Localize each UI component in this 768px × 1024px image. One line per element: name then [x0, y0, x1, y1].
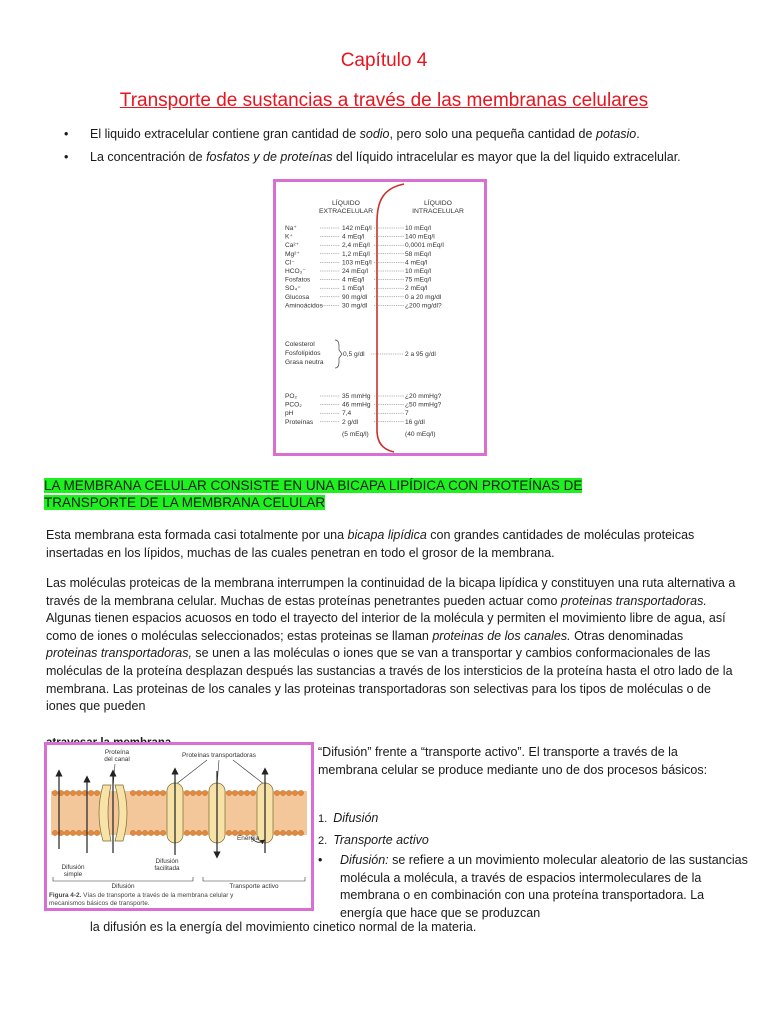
lipid-head — [160, 790, 165, 795]
membrane-curve — [377, 184, 404, 452]
lipid-int-value: 2 a 95 g/dl — [405, 351, 436, 358]
difusion-group-label: Difusión — [111, 883, 135, 890]
heading-line: TRANSPORTE DE LA MEMBRANA CELULAR — [44, 495, 326, 510]
ext-value: 2,4 mEq/l — [342, 242, 370, 250]
lipid-head — [136, 830, 141, 835]
lipid-head — [226, 830, 231, 835]
lipid-head — [250, 790, 255, 795]
heading-line: LA MEMBRANA CELULAR CONSISTE EN UNA BICAPA LIPÍDICA CON PROTEÍNAS DE — [44, 478, 583, 493]
ext-value: 24 mEq/l — [342, 268, 369, 275]
int-value: 58 mEq/l — [405, 250, 432, 258]
ion-label: HCO₃⁻ — [285, 268, 306, 275]
lipid-head — [280, 830, 285, 835]
ion-label: K⁺ — [285, 233, 293, 241]
ext-value: 4 mEq/l — [342, 233, 365, 241]
fluid-composition-figure — [273, 179, 487, 456]
transport-diagram — [47, 745, 311, 908]
lipid-head — [190, 790, 195, 795]
lipid-head — [154, 830, 159, 835]
lipid-head — [226, 790, 231, 795]
diffusion-bullet — [318, 852, 748, 922]
protein-ext-sub: (5 mEq/l) — [342, 431, 369, 438]
lipid-head — [274, 790, 279, 795]
lipid-head — [184, 790, 189, 795]
ion-label: Aminoácidos — [285, 302, 323, 310]
process-item: 2. Transporte activo — [318, 832, 429, 847]
fluid-composition-diagram — [276, 182, 484, 453]
int-value: 0 a 20 mg/dl — [405, 293, 442, 301]
transport-pathways-figure — [44, 742, 314, 911]
lipid-head — [286, 830, 291, 835]
lipid-head — [244, 790, 249, 795]
process-item: 1. Difusión — [318, 811, 379, 825]
channel-label: del canal — [104, 756, 130, 763]
energy-label: Energía — [237, 835, 260, 842]
ext-value: 7,4 — [342, 410, 352, 418]
lipid-head — [184, 830, 189, 835]
int-value: ¿50 mmHg? — [405, 401, 442, 409]
protein-int-sub: (40 mEq/l) — [405, 431, 436, 438]
lipid-head — [142, 790, 147, 795]
int-value: ¿200 mg/dl? — [405, 302, 442, 310]
intro-bullets — [64, 126, 764, 172]
lipid-head — [286, 790, 291, 795]
lipid-head — [52, 830, 57, 835]
int-value: 75 mEq/l — [405, 276, 432, 284]
ext-value: 30 mg/dl — [342, 302, 368, 310]
ion-label: Mg²⁺ — [285, 250, 300, 258]
col1-line1: LÍQUIDO — [332, 200, 360, 207]
ion-label: Na⁺ — [285, 225, 297, 232]
ext-value: 90 mg/dl — [342, 293, 368, 301]
lipid-label: Colesterol — [285, 341, 315, 348]
ion-label: Ca²⁺ — [285, 242, 300, 250]
lipid-head — [292, 790, 297, 795]
lipid-head — [136, 790, 141, 795]
lipid-head — [202, 790, 207, 795]
lipid-block — [285, 340, 436, 368]
ext-value: 142 mEq/l — [342, 225, 372, 232]
lipid-head — [130, 790, 135, 795]
int-value: 140 mEq/l — [405, 233, 435, 241]
carrier-label: Proteínas transportadoras — [182, 752, 256, 759]
int-value: 10 mEq/l — [405, 225, 432, 232]
lipid-head — [76, 790, 81, 795]
ext-value: 4 mEq/l — [342, 276, 365, 284]
int-value: 4 mEq/l — [405, 259, 428, 267]
lipid-head — [52, 790, 57, 795]
figure-caption: mecanismos básicos de transporte. — [49, 900, 150, 907]
ion-label: Glucosa — [285, 293, 310, 301]
process-list — [318, 810, 738, 853]
ion-label: Cl⁻ — [285, 259, 295, 267]
pointer-line — [175, 760, 207, 785]
lipid-head — [298, 830, 303, 835]
paragraph-1: Esta membrana esta formada casi totalmente por una bicapa lipídica con grandes cantidades de moléculas proteicas insertadas en los lípidos, muchas de las cuales penetran en todo el grosor de la membrana. — [46, 528, 695, 560]
ext-value: 103 mEq/l — [342, 259, 372, 267]
lipid-head — [280, 790, 285, 795]
bullet-dot: • — [318, 853, 323, 867]
int-value: 2 mEq/l — [405, 285, 428, 293]
bullet-item: • La concentración de fosfatos y de proteínas del líquido intracelular es mayor que la del liquido extracelular. — [64, 149, 764, 166]
simple-diffusion-label: simple — [63, 871, 83, 878]
ext-value: 2 g/dl — [342, 418, 359, 426]
bullet-text: se refiere a un movimiento molecular aleatorio de las sustancias molécula a molécula, a través de espacios intermoleculares de la membrana o en combinación con una proteína transportadora. La energía que hace que se produzcan — [340, 853, 748, 920]
int-value: 7 — [405, 410, 409, 418]
ion-label: PO₂ — [285, 393, 298, 400]
lipid-head — [94, 790, 99, 795]
lipid-head — [232, 790, 237, 795]
paragraph-2: Las moléculas proteicas de la membrana interrumpen la continuidad de la bicapa lipídica y constituyen una ruta alternativa a través de la membrana celular. Muchas de estas proteínas penetrantes pueden actuar como proteinas transportadoras. Algunas tienen espacios acuosos en todo el trayecto del interior de la molécula y permiten el movimiento libre de agua, así como de iones o moléculas seleccionados; estas proteinas se llaman proteinas de los canales. Otras denominadas proteinas transportadoras, se unen a las moléculas o iones que se van a transportar y cambios conformacionales de las moléculas de la proteína desplazan después las sustancias a través de los intersticios de la proteína hasta el otro lado de la membrana. Las proteinas de los canales y las proteinas transportadoras son selectivas para los tipos de moléculas o de iones que pueden — [46, 576, 736, 714]
lipid-head — [148, 790, 153, 795]
lipid-head — [76, 830, 81, 835]
lipid-head — [70, 790, 75, 795]
lipid-head — [196, 790, 201, 795]
ext-value: 35 mmHg — [342, 393, 371, 400]
section-heading — [44, 477, 664, 511]
simple-diffusion-label: Difusión — [61, 864, 85, 871]
lipid-head — [148, 830, 153, 835]
lipid-head — [130, 830, 135, 835]
ion-label: SO₄⁼ — [285, 285, 301, 293]
ion-label: Fosfatos — [285, 276, 311, 284]
lipid-label: Fosfolípidos — [285, 350, 321, 357]
lipid-head — [238, 790, 243, 795]
ext-value: 1,2 mEq/l — [342, 250, 370, 258]
figure-caption: Figura 4-2. Vías de transporte a través de la membrana celular y — [49, 892, 234, 899]
lipid-head — [142, 830, 147, 835]
active-bracket — [203, 877, 305, 881]
lipid-head — [190, 830, 195, 835]
document-title: Transporte de sustancias a través de las membranas celulares — [119, 90, 649, 111]
lipid-head — [202, 830, 207, 835]
col1-line2: EXTRACELULAR — [318, 208, 374, 215]
lipid-head — [274, 830, 279, 835]
col2-line2: INTRACELULAR — [412, 208, 464, 215]
lipid-head — [88, 830, 93, 835]
lipid-head — [154, 790, 159, 795]
chapter-title: Capítulo 4 — [340, 50, 428, 71]
lipid-label: Grasa neutra — [285, 359, 324, 366]
lipid-head — [298, 790, 303, 795]
diffusion-intro: “Difusión” frente a “transporte activo”. El transporte a través de la membrana celular se produce mediante uno de dos procesos básicos: — [318, 745, 708, 777]
lipid-ext-value: 0,5 g/dl — [343, 351, 365, 358]
lipid-head — [64, 830, 69, 835]
int-value: 10 mEq/l — [405, 268, 432, 275]
int-value: 16 g/dl — [405, 418, 425, 426]
lipid-head — [88, 790, 93, 795]
ion-label: Proteínas — [285, 418, 314, 426]
lipid-head — [196, 830, 201, 835]
brace — [335, 340, 342, 368]
lipid-head — [64, 790, 69, 795]
active-group-label: Transporte activo — [229, 883, 279, 890]
ext-value: 46 mmHg — [342, 401, 371, 409]
bullet-item: • El liquido extracelular contiene gran cantidad de sodio, pero solo una pequeña cantidad de potasio. — [64, 126, 764, 143]
bullet-label: Difusión: — [340, 853, 389, 867]
channel-label: Proteína — [104, 749, 130, 756]
facilitated-diffusion-label: facilitada — [154, 865, 180, 872]
lipid-head — [94, 830, 99, 835]
int-value: ¿20 mmHg? — [405, 393, 442, 400]
int-value: 0,0001 mEq/l — [405, 242, 444, 250]
lipid-head — [160, 830, 165, 835]
lipid-head — [70, 830, 75, 835]
closing-line: la difusión es la energía del movimiento cinetico normal de la materia. — [90, 920, 477, 934]
lipid-head — [292, 830, 297, 835]
col2-line1: LÍQUIDO — [424, 200, 452, 207]
facilitated-diffusion-label: Difusión — [155, 858, 179, 865]
ion-label: pH — [285, 410, 294, 418]
ext-value: 1 mEq/l — [342, 285, 365, 293]
pointer-line — [233, 760, 265, 785]
ion-label: PCO₂ — [285, 401, 302, 409]
